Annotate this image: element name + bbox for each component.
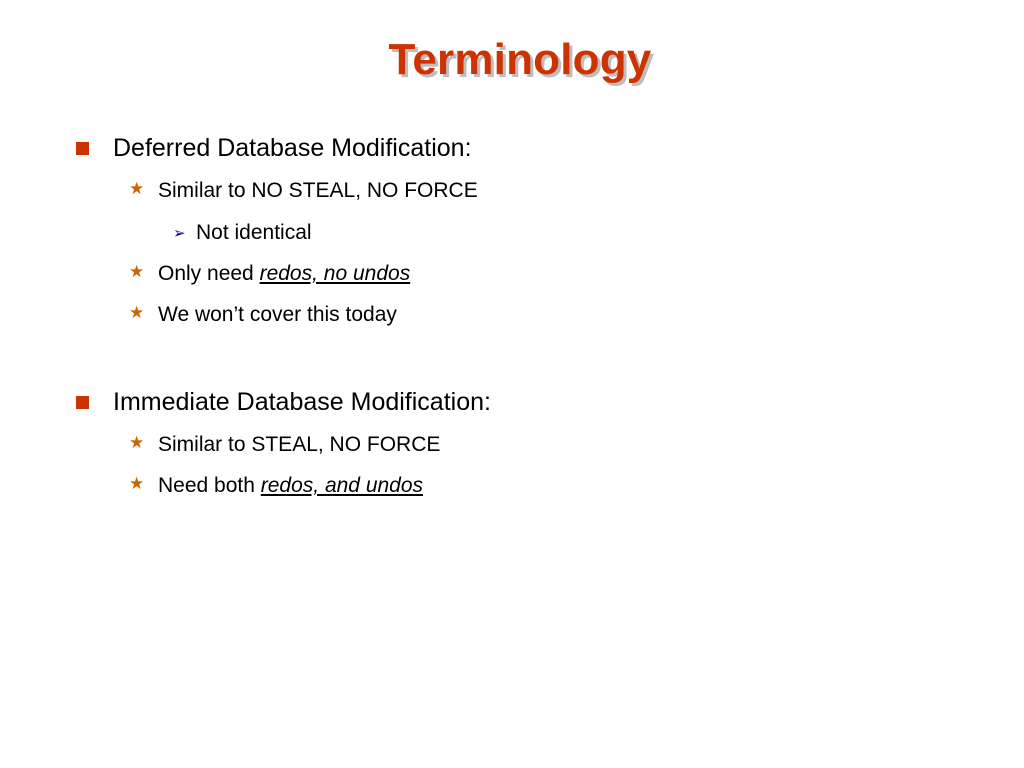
list-item-emphasis: redos, and undos [260, 474, 424, 497]
list-item [158, 261, 410, 287]
star-bullet-icon: ★ [129, 262, 145, 282]
arrow-bullet-icon: ➢ [173, 224, 186, 242]
square-bullet-icon [76, 142, 89, 155]
list-item: We won’t cover this today [158, 303, 397, 326]
square-bullet-icon [76, 396, 89, 409]
star-bullet-icon: ★ [129, 179, 145, 199]
list-item [158, 473, 423, 499]
star-bullet-icon: ★ [129, 474, 145, 494]
star-bullet-icon: ★ [129, 433, 145, 453]
section-heading-immediate: Immediate Database Modification: [113, 388, 491, 416]
slide-title: Terminology [388, 35, 652, 84]
list-item-text: Need both [158, 474, 261, 497]
list-item-text: Only need [158, 262, 260, 285]
section-heading-deferred: Deferred Database Modification: [113, 134, 472, 162]
list-item-emphasis: redos, no undos [259, 262, 411, 285]
list-item: Similar to STEAL, NO FORCE [158, 433, 441, 456]
star-bullet-icon: ★ [129, 303, 145, 323]
list-subitem: Not identical [196, 221, 312, 244]
list-item: Similar to NO STEAL, NO FORCE [158, 179, 478, 202]
